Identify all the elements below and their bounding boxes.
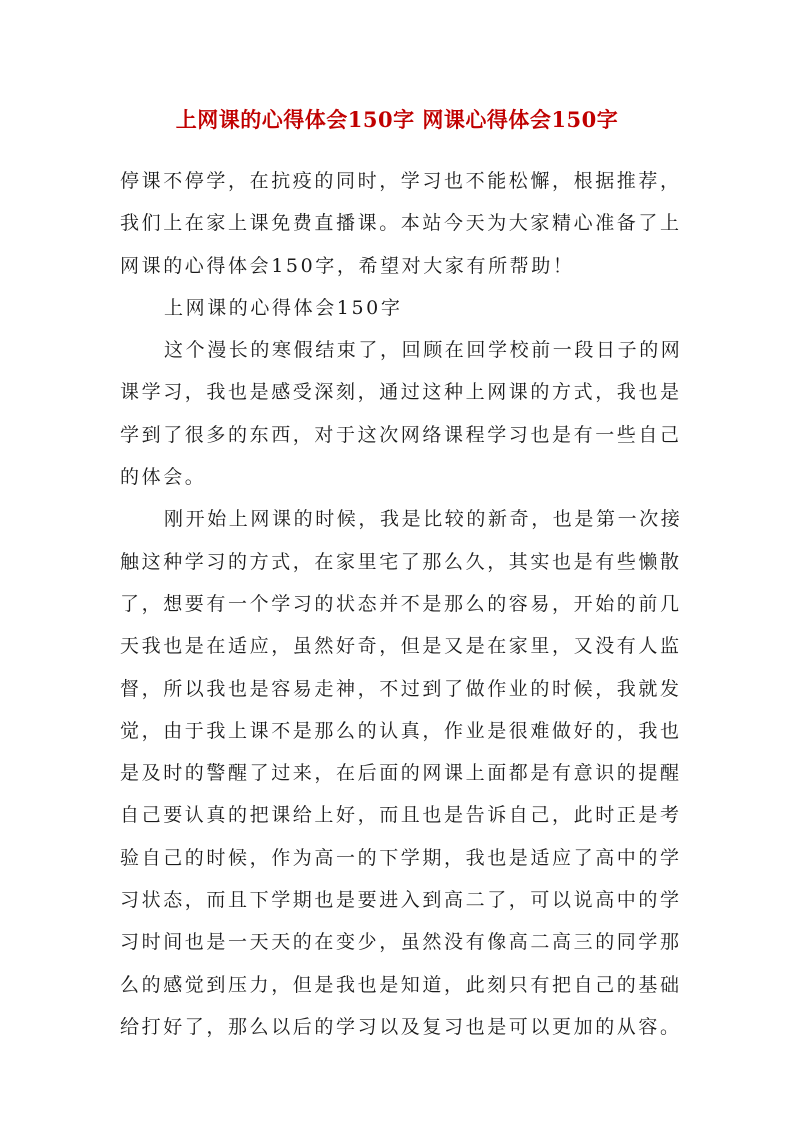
text-line: 自己要认真的把课给上好，而且也是告诉自己，此时正是考 (120, 804, 682, 827)
document-body (120, 160, 690, 1048)
intro-paragraph (120, 160, 690, 287)
text-line: 天我也是在适应，虽然好奇，但是又是在家里，又没有人监 (120, 635, 682, 658)
text-line: 了，想要有一个学习的状态并不是那么的容易，开始的前几 (120, 592, 682, 615)
text-line: 习状态，而且下学期也是要进入到高二了，可以说高中的学 (120, 889, 682, 912)
subheading-text: 上网课的心得体会150字 (164, 296, 403, 319)
text-line: 觉，由于我上课不是那么的认真，作业是很难做好的，我也 (120, 719, 682, 742)
text-line: 的体会。 (120, 466, 207, 489)
document-title: 上网课的心得体会150字 网课心得体会150字 (175, 107, 619, 132)
text-line: 验自己的时候，作为高一的下学期，我也是适应了高中的学 (120, 846, 682, 869)
text-line: 网课的心得体会150字，希望对大家有所帮助！ (120, 254, 575, 277)
text-line: 是及时的警醒了过来，在后面的网课上面都是有意识的提醒 (120, 762, 682, 785)
text-line: 课学习，我也是感受深刻，通过这种上网课的方式，我也是 (120, 381, 682, 404)
text-line: 督，所以我也是容易走神，不过到了做作业的时候，我就发 (120, 677, 682, 700)
text-line: 习时间也是一天天的在变少，虽然没有像高二高三的同学那 (120, 931, 682, 954)
text-line: 我们上在家上课免费直播课。本站今天为大家精心准备了上 (120, 212, 682, 235)
paragraph-2 (120, 498, 690, 1048)
paragraph-1 (120, 329, 690, 498)
text-line: 停课不停学，在抗疫的同时，学习也不能松懈，根据推荐， (120, 170, 682, 192)
subheading (120, 287, 690, 329)
text-line: 么的感觉到压力，但是我也是知道，此刻只有把自己的基础 (120, 973, 682, 996)
text-line: 给打好了，那么以后的学习以及复习也是可以更加的从容。 (120, 1015, 682, 1038)
text-line: 触这种学习的方式，在家里宅了那么久，其实也是有些懒散 (120, 550, 682, 573)
text-line: 刚开始上网课的时候，我是比较的新奇，也是第一次接 (164, 508, 683, 531)
text-line: 这个漫长的寒假结束了，回顾在回学校前一段日子的网 (164, 339, 683, 362)
text-line: 学到了很多的东西，对于这次网络课程学习也是有一些自己 (120, 423, 682, 446)
